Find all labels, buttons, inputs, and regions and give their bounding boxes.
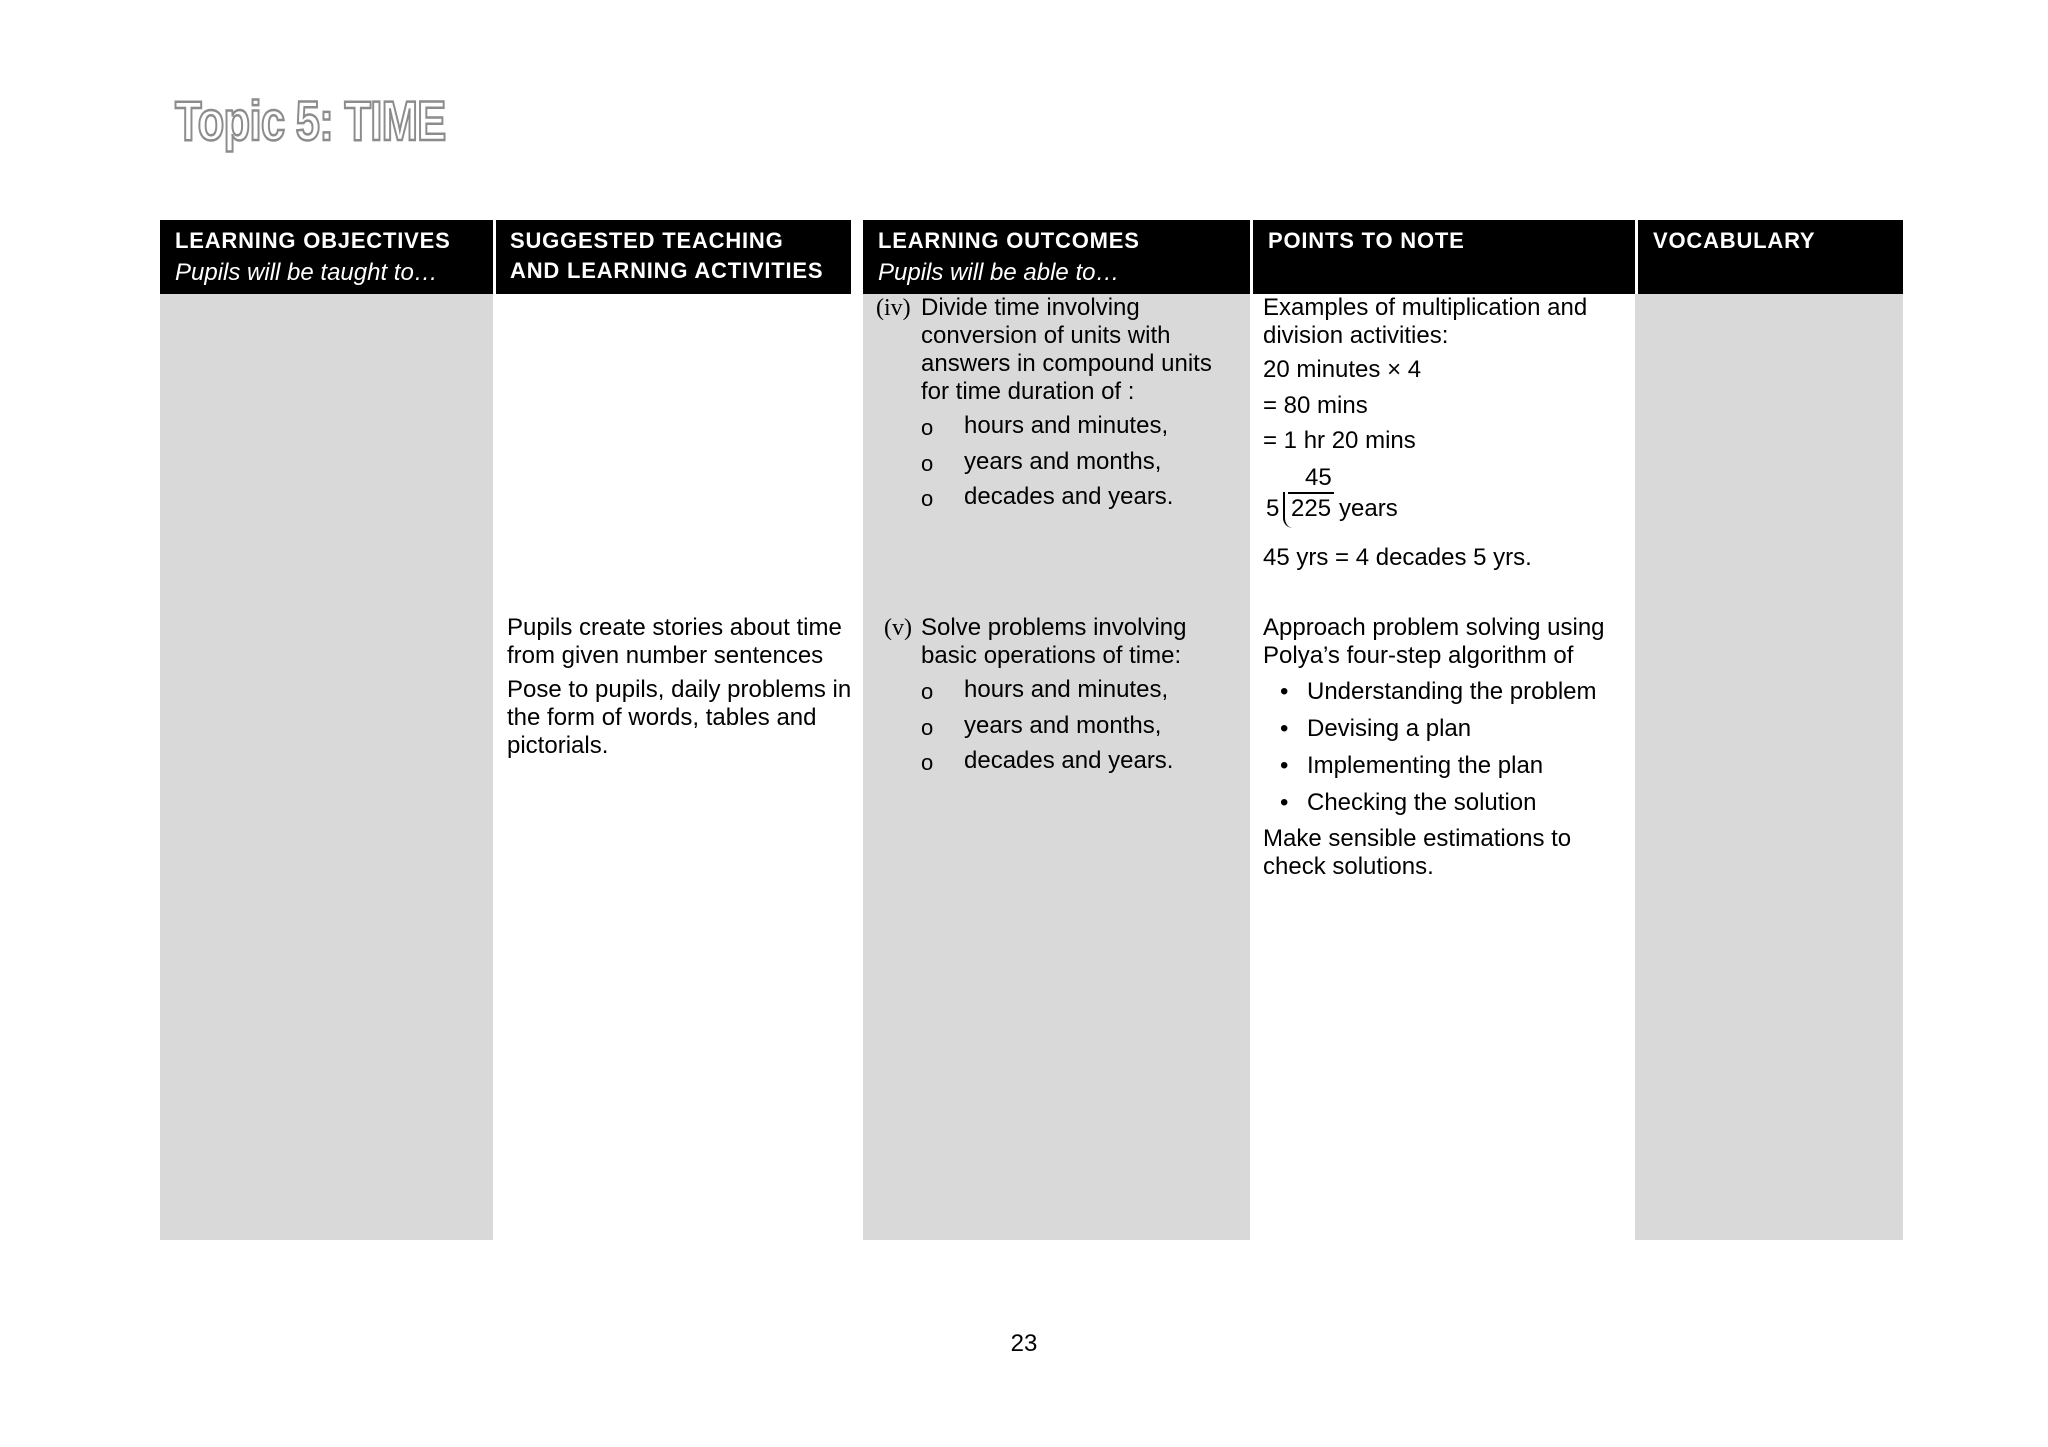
points-closing: Make sensible estimations to check solutions. — [1263, 825, 1572, 880]
step-1: Understanding the problem — [1307, 678, 1597, 705]
outcome-v-item-2: years and months, — [964, 712, 1162, 739]
points-approach: Approach problem solving using Polya’s four-step algorithm of — [1263, 614, 1605, 669]
points-mult-line-2: = 80 mins — [1263, 392, 1368, 419]
points-intro: Examples of multiplication and division activities: — [1263, 294, 1588, 349]
outcome-iv-bullet-3: o — [921, 486, 934, 511]
step-2: Devising a plan — [1307, 715, 1472, 742]
header-activities — [493, 220, 851, 294]
outcome-iv-item-3: decades and years. — [964, 483, 1174, 510]
outcome-v-item-3: decades and years. — [964, 747, 1174, 774]
header-activities-title: SUGGESTED TEACHING — [510, 228, 784, 253]
outcome-v-item-1: hours and minutes, — [964, 676, 1169, 703]
header-points — [1250, 220, 1635, 294]
division-dividend: 225 — [1291, 495, 1332, 522]
outcome-iv-item-1: hours and minutes, — [964, 412, 1169, 439]
outcome-v-bullet-3: o — [921, 750, 934, 775]
points-mult-line-1: 20 minutes × 4 — [1263, 356, 1422, 383]
header-objectives — [160, 220, 493, 294]
outcome-v-text: Solve problems involving basic operations of time: — [921, 614, 1187, 669]
header-vocabulary — [1635, 220, 1903, 294]
header-outcomes — [863, 220, 1250, 294]
header-outcomes-subtitle: Pupils will be able to… — [878, 259, 1120, 286]
outcome-v-bullet-2: o — [921, 715, 934, 740]
vocabulary-column — [1635, 220, 1903, 1240]
step-bullet-2: • — [1280, 715, 1289, 742]
division-bar — [1288, 492, 1334, 494]
header-vocabulary-title: VOCABULARY — [1653, 228, 1816, 253]
division-divisor: 5 — [1266, 495, 1280, 522]
division-unit: years — [1339, 495, 1398, 522]
header-points-title: POINTS TO NOTE — [1268, 228, 1465, 253]
outcome-iv-bullet-1: o — [921, 415, 934, 440]
points-mult-line-3: = 1 hr 20 mins — [1263, 427, 1416, 454]
topic-title: Topic 5: TIME — [175, 89, 446, 152]
step-bullet-3: • — [1280, 752, 1289, 779]
header-activities-title-2: AND LEARNING ACTIVITIES — [510, 258, 824, 283]
step-bullet-1: • — [1280, 678, 1289, 705]
outcome-v-bullet-1: o — [921, 679, 934, 704]
division-quotient: 45 — [1305, 464, 1332, 491]
header-outcomes-title: LEARNING OUTCOMES — [878, 228, 1140, 253]
step-bullet-4: • — [1280, 789, 1289, 816]
header-objectives-subtitle: Pupils will be taught to… — [175, 259, 438, 286]
outcome-iv-text: Divide time involving conversion of units with answers in compound units for time duration of : — [921, 294, 1212, 405]
points-result: 45 yrs = 4 decades 5 yrs. — [1263, 544, 1532, 571]
objectives-column — [160, 220, 493, 1240]
step-3: Implementing the plan — [1307, 752, 1544, 779]
outcome-v-numeral: (v) — [884, 615, 912, 641]
outcome-iv-numeral: (iv) — [876, 295, 911, 321]
step-4: Checking the solution — [1307, 789, 1537, 816]
activity-paragraph-1: Pupils create stories about time from given number sentences — [507, 614, 842, 669]
outcome-iv-bullet-2: o — [921, 451, 934, 476]
outcome-iv-item-2: years and months, — [964, 448, 1162, 475]
activity-paragraph-2: Pose to pupils, daily problems in the form of words, tables and pictorials. — [507, 676, 852, 759]
header-objectives-title: LEARNING OBJECTIVES — [175, 228, 451, 253]
page-number: 23 — [1010, 1330, 1038, 1357]
